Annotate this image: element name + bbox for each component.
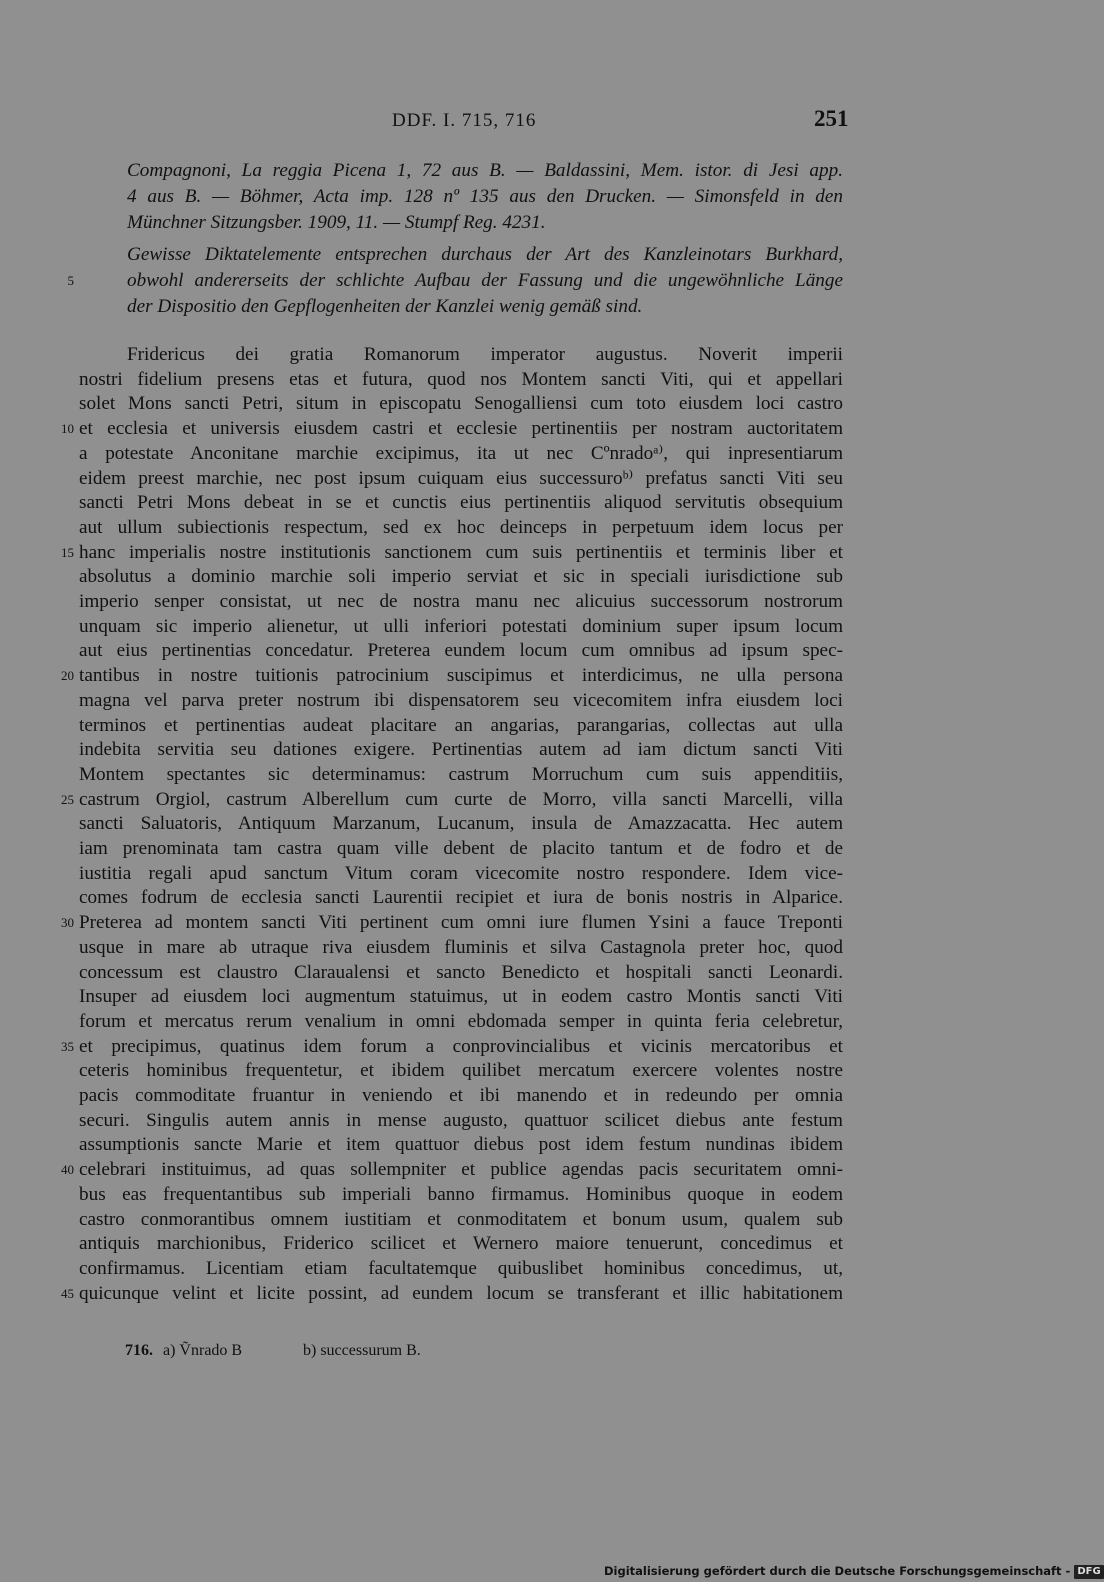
- commentary-line: [0, 268, 1000, 294]
- text-line: Montem spectantes sic determinamus: castrum Morruchum cum suis appenditiis,: [79, 764, 843, 785]
- body-line: [0, 540, 1000, 566]
- text-line: aut eius pertinentias concedatur. Preterea eundem locum cum omnibus ad ipsum spec-: [79, 640, 843, 661]
- body-line: [0, 984, 1000, 1010]
- text-line: Münchner Sitzungsber. 1909, 11. — Stumpf Reg. 4231.: [127, 212, 546, 233]
- text-line: iustitia regali apud sanctum Vitum coram vicecomite nostro respondere. Idem vice-: [79, 863, 843, 884]
- text-line: unquam sic imperio alienetur, ut ulli inferiori potestati dominium super ipsum locum: [79, 616, 843, 637]
- text-line: bus eas frequentantibus sub imperiali banno firmamus. Hominibus quoque in eodem: [79, 1184, 843, 1205]
- body-line: [0, 1281, 1000, 1307]
- line-number: 5: [67, 273, 74, 288]
- body-line: [0, 367, 1000, 393]
- text-line: sancti Petri Mons debeat in se et cunctis eius pertinentiis aliquod servitutis obsequium: [79, 492, 843, 513]
- footnote-document-number: 716.: [125, 1342, 153, 1359]
- line-number: 45: [61, 1286, 74, 1301]
- text-line: ceteris hominibus frequentetur, et ibidem quilibet mercatum exercere volentes nostre: [79, 1060, 843, 1081]
- text-line: quicunque velint et licite possint, ad eundem locum se transferant et illic habitationem: [79, 1283, 843, 1304]
- text-line: Insuper ad eiusdem loci augmentum statuimus, ut in eodem castro Montis sancti Viti: [79, 986, 843, 1007]
- credit-text: Digitalisierung gefördert durch die Deutsche Forschungsgemeinschaft -: [604, 1564, 1071, 1578]
- body-line: [0, 885, 1000, 911]
- body-line: [0, 490, 1000, 516]
- body-line: [0, 1108, 1000, 1134]
- body-line: [0, 713, 1000, 739]
- running-head: DDF. I. 715, 716: [392, 110, 537, 131]
- text-line: castro conmorantibus omnem iustitiam et conmoditatem et bonum usum, qualem sub: [79, 1209, 843, 1230]
- body-line: [0, 960, 1000, 986]
- text-line: usque in mare ab utraque riva eiusdem fluminis et silva Castagnola preter hoc, quod: [79, 937, 843, 958]
- text-line: iam prenominata tam castra quam ville debent de placito tantum et de fodro et de: [79, 838, 843, 859]
- footnotes: [0, 1342, 1000, 1366]
- intro-line: [0, 158, 1000, 184]
- text-line: et precipimus, quatinus idem forum a conprovincialibus et vicinis mercatoribus et: [79, 1036, 843, 1057]
- body-line: [0, 391, 1000, 417]
- commentary-line: [0, 294, 1000, 320]
- page-header: [0, 106, 1000, 140]
- body-line: [0, 589, 1000, 615]
- text-line: Preterea ad montem sancti Viti pertinent cum omni iure flumen Ysini a fauce Treponti: [79, 912, 843, 933]
- dfg-logo: DFG: [1074, 1565, 1103, 1579]
- text-line: assumptionis sancte Marie et item quattuor diebus post idem festum nundinas ibidem: [79, 1134, 843, 1155]
- body-line: [0, 638, 1000, 664]
- body-line: [0, 1256, 1000, 1282]
- text-line: antiquis marchionibus, Friderico scilicet et Wernero maiore tenuerunt, concedimus et: [79, 1233, 843, 1254]
- text-line: confirmamus. Licentiam etiam facultatemque quibuslibet hominibus concedimus, ut,: [79, 1258, 843, 1279]
- body-line: [0, 564, 1000, 590]
- body-line: [0, 688, 1000, 714]
- body-line: [0, 1083, 1000, 1109]
- body-line: [0, 935, 1000, 961]
- text-line: imperio senper consistat, ut nec de nostra manu nec alicuius successorum nostrorum: [79, 591, 843, 612]
- line-number: 25: [61, 792, 74, 807]
- text-line: indebita servitia seu dationes exigere. Pertinentias autem ad iam dictum sancti Viti: [79, 739, 843, 760]
- text-line: der Dispositio den Gepflogenheiten der Kanzlei wenig gemäß sind.: [127, 296, 643, 317]
- text-line: nostri fidelium presens etas et futura, quod nos Montem sancti Viti, qui et appellari: [79, 369, 843, 390]
- text-line: absolutus a dominio marchie soli imperio serviat et sic in speciali iurisdictione sub: [79, 566, 843, 587]
- body-line: [0, 663, 1000, 689]
- footnote-b: b) successurum B.: [303, 1342, 421, 1359]
- text-line: forum et mercatus rerum venalium in omni ebdomada semper in quinta feria celebretur,: [79, 1011, 843, 1032]
- text-line: hanc imperialis nostre institutionis sanctionem cum suis pertinentiis et terminis liber et: [79, 542, 843, 563]
- text-line: solet Mons sancti Petri, situm in episcopatu Senogalliensi cum toto eiusdem loci castro: [79, 393, 843, 414]
- line-number: 15: [61, 545, 74, 560]
- body-line: [0, 466, 1000, 492]
- body-line: [0, 1182, 1000, 1208]
- body-line: [0, 737, 1000, 763]
- body-line: [0, 1132, 1000, 1158]
- page-number: 251: [814, 106, 849, 131]
- text-line: et ecclesia et universis eiusdem castri et ecclesie pertinentiis per nostram auctoritatem: [79, 418, 843, 439]
- text-line: magna vel parva preter nostrum ibi dispensatorem seu vicecomitem infra eiusdem loci: [79, 690, 843, 711]
- commentary-line: [0, 242, 1000, 268]
- text-line: a potestate Anconitane marchie excipimus, ita ut nec Cºnradoᵃ⁾, qui inpresentiarum: [79, 443, 843, 464]
- body-line: [0, 342, 1000, 368]
- body-line: [0, 861, 1000, 887]
- text-line: castrum Orgiol, castrum Alberellum cum curte de Morro, villa sancti Marcelli, villa: [79, 789, 843, 810]
- text-line: concessum est claustro Claraualensi et sancto Benedicto et hospitali sancti Leonardi.: [79, 962, 843, 983]
- text-line: Fridericus dei gratia Romanorum imperator augustus. Noverit imperii: [127, 344, 843, 365]
- text-line: celebrari instituimus, ad quas sollempniter et publice agendas pacis securitatem omni-: [79, 1159, 843, 1180]
- line-number: 35: [61, 1039, 74, 1054]
- intro-line: [0, 210, 1000, 236]
- text-line: obwohl andererseits der schlichte Aufbau der Fassung und die ungewöhnliche Länge: [127, 270, 843, 291]
- body-line: [0, 910, 1000, 936]
- body-line: [0, 811, 1000, 837]
- text-line: 4 aus B. — Böhmer, Acta imp. 128 nº 135 aus den Drucken. — Simonsfeld in den: [127, 186, 843, 207]
- body-line: [0, 1034, 1000, 1060]
- body-line: [0, 441, 1000, 467]
- body-line: [0, 1207, 1000, 1233]
- text-line: tantibus in nostre tuitionis patrocinium suscipimus et interdicimus, ne ulla persona: [79, 665, 843, 686]
- text-line: sancti Saluatoris, Antiquum Marzanum, Lucanum, insula de Amazzacatta. Hec autem: [79, 813, 843, 834]
- body-line: [0, 1058, 1000, 1084]
- body-line: [0, 614, 1000, 640]
- text-line: pacis commoditate fruantur in veniendo et ibi manendo et in redeundo per omnia: [79, 1085, 843, 1106]
- body-line: [0, 1009, 1000, 1035]
- line-number: 10: [61, 421, 74, 436]
- body-line: [0, 762, 1000, 788]
- body-line: [0, 416, 1000, 442]
- text-line: Compagnoni, La reggia Picena 1, 72 aus B. — Baldassini, Mem. istor. di Jesi app.: [127, 160, 843, 181]
- text-line: Gewisse Diktatelemente entsprechen durchaus der Art des Kanzleinotars Burkhard,: [127, 244, 843, 265]
- body-line: [0, 787, 1000, 813]
- line-number: 40: [61, 1162, 74, 1177]
- line-number: 30: [61, 915, 74, 930]
- intro-line: [0, 184, 1000, 210]
- text-line: terminos et pertinentias audeat placitare an angarias, parangarias, collectas aut ulla: [79, 715, 843, 736]
- body-line: [0, 515, 1000, 541]
- line-number: 20: [61, 668, 74, 683]
- body-line: [0, 836, 1000, 862]
- body-line: [0, 1157, 1000, 1183]
- text-line: securi. Singulis autem annis in mense augusto, quattuor scilicet diebus ante festum: [79, 1110, 843, 1131]
- body-line: [0, 1231, 1000, 1257]
- text-line: eidem preest marchie, nec post ipsum cuiquam eius successuroᵇ⁾ prefatus sancti Viti seu: [79, 468, 843, 489]
- digitization-credit: [604, 1564, 1104, 1582]
- footnote-a: a) Ṽnrado B: [163, 1342, 243, 1359]
- text-line: aut ullum subiectionis respectum, sed ex hoc deinceps in perpetuum idem locus per: [79, 517, 843, 538]
- text-line: comes fodrum de ecclesia sancti Laurentii recipiet et iura de bonis nostris in Alparice.: [79, 887, 843, 908]
